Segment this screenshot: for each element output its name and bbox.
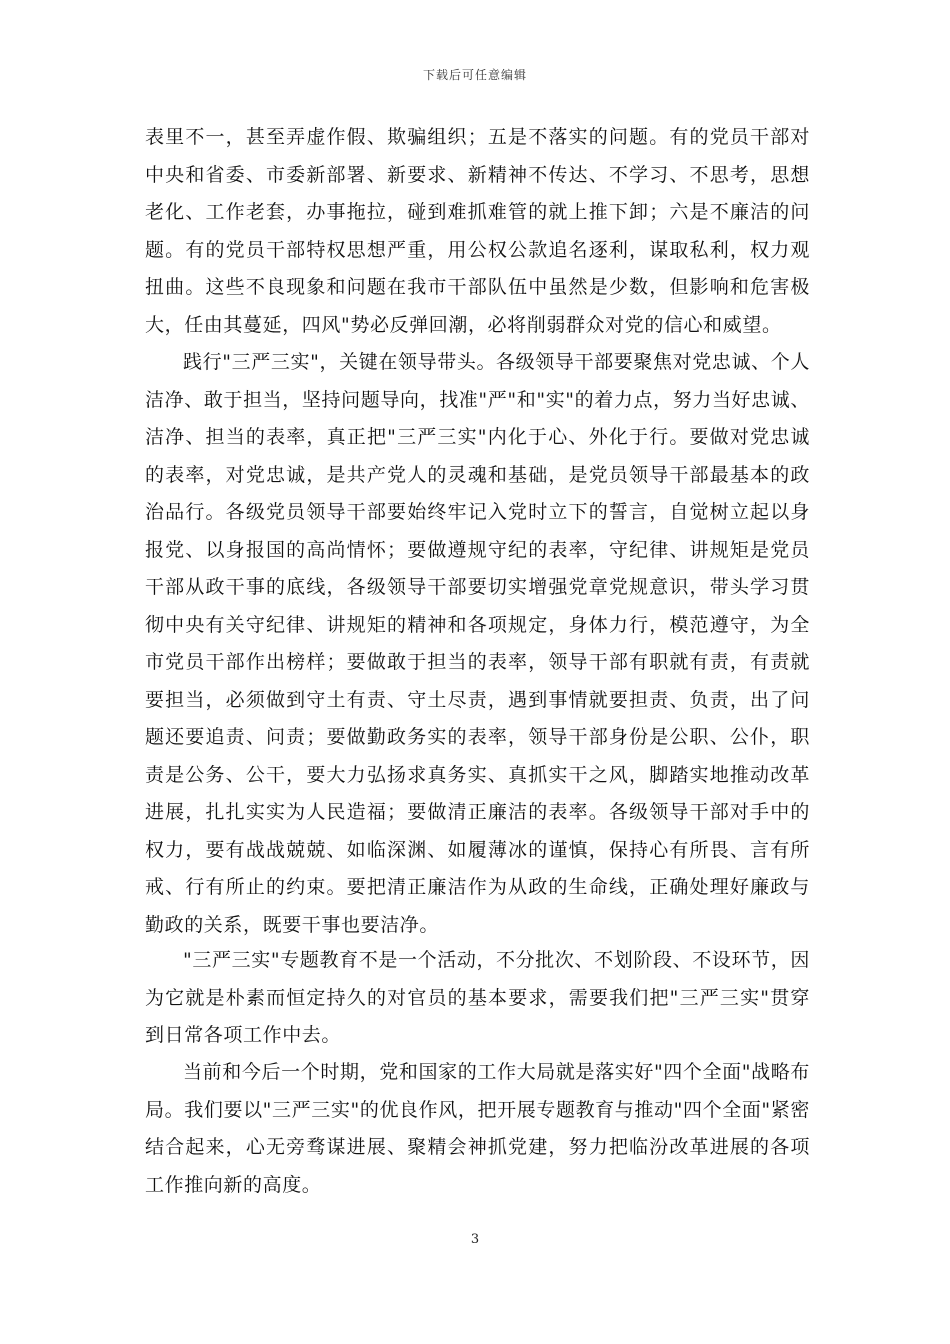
paragraph-current-period (145, 1054, 810, 1204)
paragraph-leadership (145, 344, 810, 944)
paragraph-text: 表里不一，甚至弄虚作假、欺骗组织；五是不落实的问题。有的党员干部对中央和省委、市委新部署、新要求、新精神不传达、不学习、不思考，思想老化、工作老套，办事拖拉，碰到难抓难管的就上推下卸；六是不廉洁的问题。有的党员干部特权思想严重，用公权公款追名逐利，谋取私利，权力观扭曲。这些不良现象和问题在我市干部队伍中虽然是少数，但影响和危害极大，任由其蔓延，四风"势必反弹回潮，必将削弱群众对党的信心和威望。 (145, 126, 810, 336)
paragraph-education (145, 942, 810, 1055)
page-header: 下载后可任意编辑 (422, 68, 527, 82)
paragraph-text: "三严三实"专题教育不是一个活动，不分批次、不划阶段、不设环节，因为它就是朴素而恒定持久的对官员的基本要求，需要我们把"三严三实"贯穿到日常各项工作中去。 (145, 949, 810, 1046)
paragraph-text: 践行"三严三实"，关键在领导带头。各级领导干部要聚焦对党忠诚、个人洁净、敢于担当，坚持问题导向，找准"严"和"实"的着力点，努力当好忠诚、洁净、担当的表率，真正把"三严三实"内化于心、外化于行。要做对党忠诚的表率，对党忠诚，是共产党人的灵魂和基础，是党员领导干部最基本的政治品行。各级党员领导干部要始终牢记入党时立下的誓言，自觉树立起以身报党、以身报国的高尚情怀；要做遵规守纪的表率，守纪律、讲规矩是党员干部从政干事的底线，各级领导干部要切实增强党章党规意识，带头学习贯彻中央有关守纪律、讲规矩的精神和各项规定，身体力行，模范遵守，为全市党员干部作出榜样；要做敢于担当的表率，领导干部有职就有责，有责就要担当，必须做到守土有责、守土尽责，遇到事情就要担责、负责，出了问题还要追责、问责；要做勤政务实的表率，领导干部身份是公职、公仆，职责是公务、公干，要大力弘扬求真务实、真抓实干之风，脚踏实地推动改革进展，扎扎实实为人民造福；要做清正廉洁的表率。各级领导干部对手中的权力，要有战战兢兢、如临深渊、如履薄冰的谨慎，保持心有所畏、言有所戒、行有所止的约束。要把清正廉洁作为从政的生命线，正确处理好廉政与勤政的关系，既要干事也要洁净。 (145, 351, 810, 936)
paragraph-continued (145, 119, 810, 344)
page-number: 3 (470, 1232, 480, 1247)
paragraph-text: 当前和今后一个时期，党和国家的工作大局就是落实好"四个全面"战略布局。我们要以"三严三实"的优良作风，把开展专题教育与推动"四个全面"紧密结合起来，心无旁骛谋进展、聚精会神抓党建，努力把临汾改革进展的各项工作推向新的高度。 (145, 1061, 810, 1196)
